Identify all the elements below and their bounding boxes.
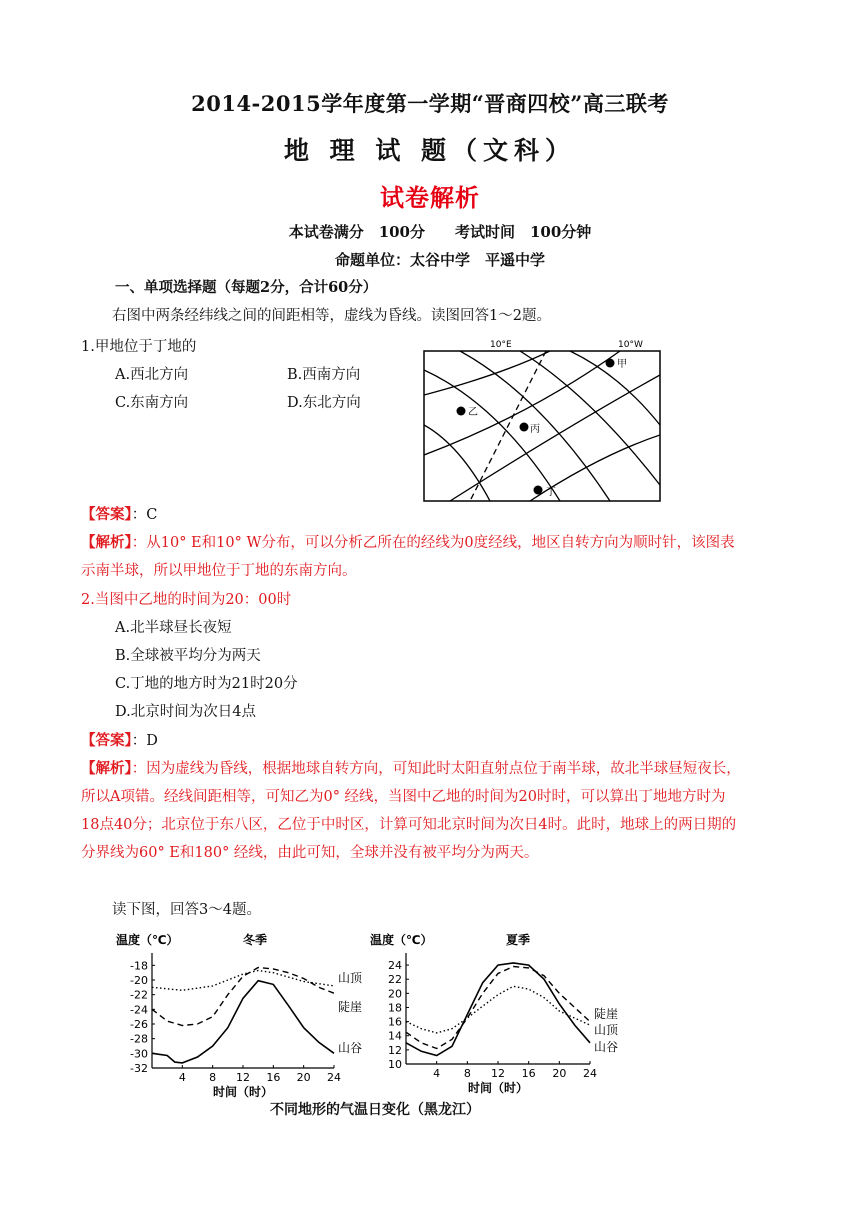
analysis-title: 试卷解析 bbox=[380, 183, 480, 212]
y-tick-label: -20 bbox=[130, 974, 148, 987]
analysis-text: ：因为虚线为昏线，根据地球自转方向，可知此时太阳直射点位于南半球，故北半球昼短夜长， bbox=[131, 761, 741, 777]
y-tick-label: 14 bbox=[388, 1029, 402, 1043]
graticule-map bbox=[420, 335, 665, 505]
chart-title: 冬季 bbox=[243, 933, 268, 947]
q1-stem: 1.甲地位于丁地的 bbox=[81, 339, 197, 355]
answer-value: ：C bbox=[131, 507, 158, 523]
q1-analysis bbox=[81, 533, 735, 553]
point-ding-label: 丁 bbox=[546, 487, 556, 498]
x-tick-label: 16 bbox=[521, 1067, 536, 1080]
exam-authors: 命题单位：太谷中学 平遥中学 bbox=[334, 251, 545, 269]
x-tick-label: 16 bbox=[266, 1071, 281, 1084]
x-tick-label: 20 bbox=[552, 1067, 567, 1080]
q1-option-d: D.东北方向 bbox=[287, 395, 361, 411]
y-axis-label: 温度（℃） bbox=[370, 933, 433, 947]
label-10e: 10°E bbox=[490, 340, 512, 350]
x-tick-label: 8 bbox=[209, 1071, 217, 1084]
y-tick-label: 12 bbox=[388, 1043, 402, 1057]
exam-title: 2014-2015学年度第一学期“晋商四校”高三联考 bbox=[191, 91, 669, 116]
analysis-text: ：从10° E和10° W分布，可以分析乙所在的经线为0度经线，地区自转方向为顺时针，该图表 bbox=[131, 535, 735, 551]
y-tick-label: 22 bbox=[388, 973, 402, 987]
point-jia-label: 甲 bbox=[617, 359, 627, 370]
point-jia bbox=[606, 359, 615, 368]
series-label: 山谷 bbox=[594, 1040, 619, 1054]
y-axis-label: 温度（℃） bbox=[116, 933, 179, 947]
point-ding bbox=[534, 486, 543, 495]
y-tick-label: 20 bbox=[388, 987, 402, 1001]
analysis-tag: 【解析】 bbox=[81, 760, 132, 777]
q2-analysis-line3: 18点40分；北京位于东八区，乙位于中时区，计算可知北京时间为次日4时。此时，地球上的两日期的 bbox=[81, 817, 737, 833]
series-label: 山顶 bbox=[338, 971, 363, 985]
section-intro: 右图中两条经纬线之间的间距相等，虚线为昏线。读图回答1～2题。 bbox=[112, 308, 551, 324]
q2-stem: 2.当图中乙地的时间为20：00时 bbox=[81, 592, 292, 608]
x-tick-label: 12 bbox=[236, 1071, 250, 1084]
point-yi-label: 乙 bbox=[468, 407, 478, 418]
y-tick-label: -24 bbox=[130, 1003, 148, 1017]
answer-tag: 【答案】 bbox=[81, 732, 132, 749]
q2-analysis bbox=[81, 759, 741, 779]
y-tick-label: -30 bbox=[130, 1047, 148, 1061]
q2-option-b: B.全球被平均分为两天 bbox=[115, 648, 261, 664]
x-tick-label: 24 bbox=[327, 1071, 341, 1084]
q2-option-c: C.丁地的地方时为21时20分 bbox=[115, 676, 298, 692]
figure-caption: 不同地形的气温日变化（黑龙江） bbox=[270, 1102, 480, 1118]
winter-temperature-chart bbox=[115, 928, 365, 1098]
y-tick-label: -32 bbox=[130, 1062, 148, 1075]
label-10w: 10°W bbox=[618, 340, 643, 350]
series-line-山谷 bbox=[152, 981, 334, 1063]
answer-value: ：D bbox=[131, 733, 158, 749]
q2-analysis-line2: 所以A项错。经线间距相等，可知乙为0° 经线，当图中乙地的时间为20时时，可以算出丁地地方时为 bbox=[81, 789, 726, 805]
q2-analysis-line4: 分界线为60° E和180° 经线，由此可知，全球并没有被平均分为两天。 bbox=[81, 845, 539, 861]
x-tick-label: 20 bbox=[296, 1071, 311, 1084]
q2-option-a: A.北半球昼长夜短 bbox=[115, 620, 232, 636]
q1-option-c: C.东南方向 bbox=[115, 395, 189, 411]
series-label: 山顶 bbox=[594, 1023, 619, 1037]
q2-option-d: D.北京时间为次日4点 bbox=[115, 704, 256, 720]
series-line-山顶 bbox=[406, 986, 590, 1033]
x-axis-label: 时间（时） bbox=[212, 1085, 274, 1098]
y-tick-label: 10 bbox=[388, 1058, 402, 1071]
q2-answer bbox=[81, 731, 158, 751]
y-tick-label: 18 bbox=[388, 1001, 402, 1015]
series-label: 山谷 bbox=[338, 1041, 363, 1055]
section2-intro: 读下图，回答3～4题。 bbox=[112, 902, 261, 918]
series-label: 陡崖 bbox=[338, 1000, 363, 1014]
summer-temperature-chart bbox=[358, 928, 633, 1098]
y-tick-label: -26 bbox=[130, 1018, 148, 1031]
q1-answer bbox=[81, 505, 157, 525]
q1-option-a: A.西北方向 bbox=[115, 367, 189, 383]
series-line-山谷 bbox=[406, 963, 590, 1056]
x-tick-label: 4 bbox=[178, 1071, 186, 1084]
point-bing bbox=[520, 423, 529, 432]
y-tick-label: -22 bbox=[130, 988, 148, 1002]
analysis-tag: 【解析】 bbox=[81, 534, 132, 551]
point-bing-label: 丙 bbox=[530, 424, 540, 435]
exam-meta: 本试卷满分 100分 考试时间 100分钟 bbox=[288, 223, 592, 241]
section-heading: 一、单项选择题（每题2分，合计60分） bbox=[115, 279, 378, 296]
series-label: 陡崖 bbox=[594, 1007, 619, 1021]
x-axis-label: 时间（时） bbox=[467, 1081, 529, 1095]
y-tick-label: 16 bbox=[388, 1015, 402, 1029]
y-tick-label: -18 bbox=[130, 959, 148, 973]
chart-title: 夏季 bbox=[506, 933, 531, 947]
series-line-陡崖 bbox=[152, 968, 334, 1026]
x-tick-label: 4 bbox=[433, 1067, 441, 1080]
q1-analysis-cont: 示南半球，所以甲地位于丁地的东南方向。 bbox=[81, 563, 357, 579]
subject-title: 地 理 试 题（文科） bbox=[283, 136, 577, 165]
x-tick-label: 24 bbox=[583, 1067, 597, 1080]
answer-tag: 【答案】 bbox=[81, 506, 132, 523]
q1-option-b: B.西南方向 bbox=[287, 367, 361, 383]
x-tick-label: 8 bbox=[463, 1067, 471, 1080]
x-tick-label: 12 bbox=[491, 1067, 505, 1080]
point-yi bbox=[457, 407, 466, 416]
y-tick-label: 24 bbox=[388, 959, 402, 973]
y-tick-label: -28 bbox=[130, 1032, 148, 1046]
